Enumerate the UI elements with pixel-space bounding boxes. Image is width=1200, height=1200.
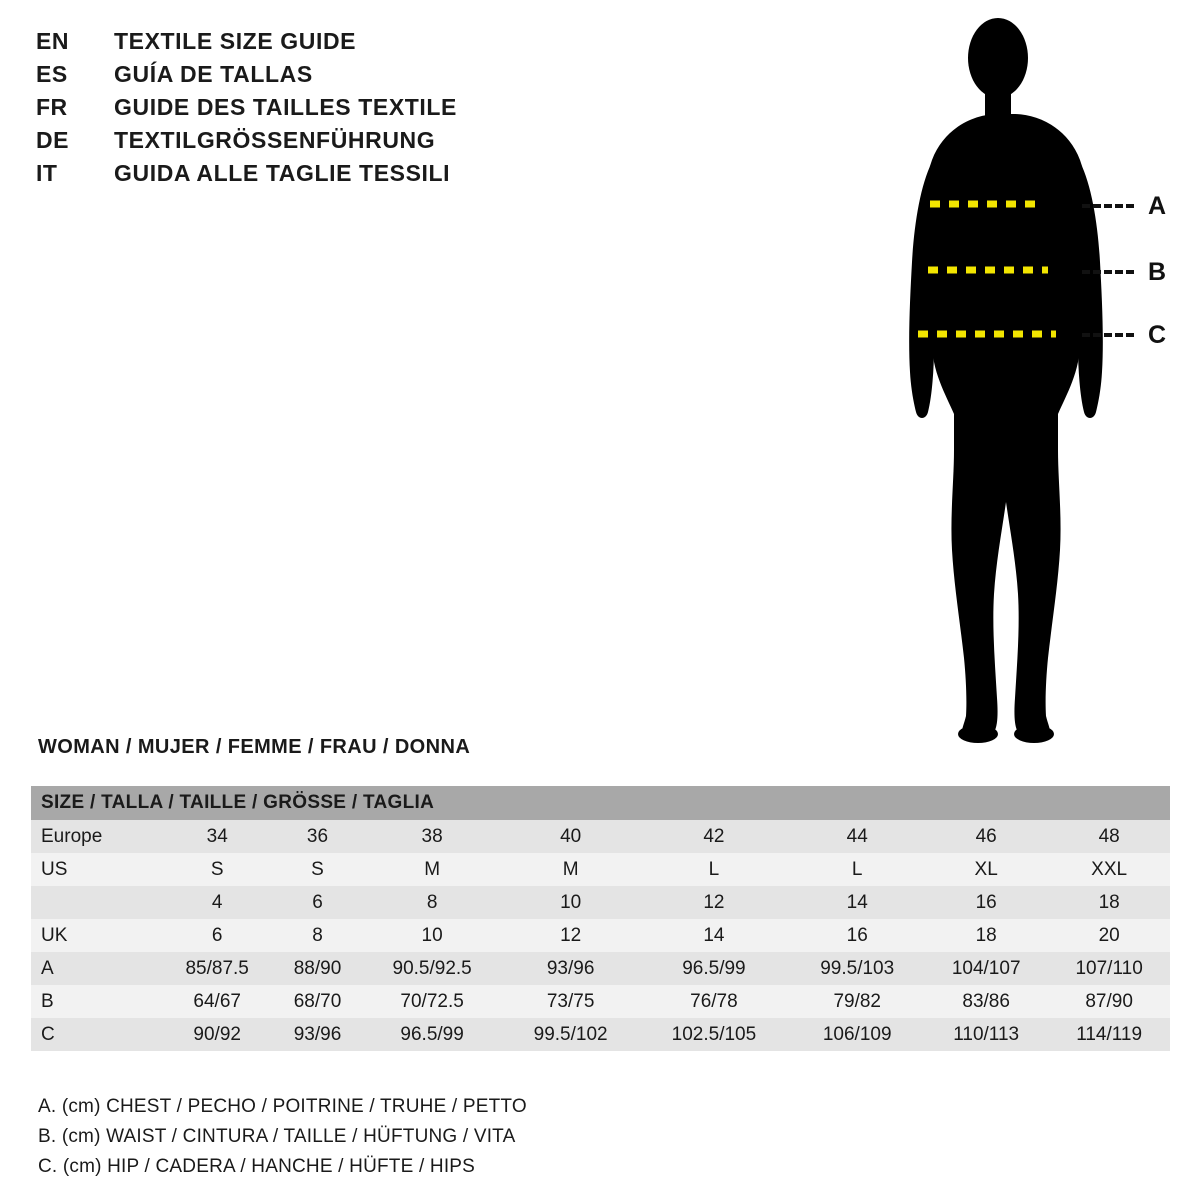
table-cell: 20 bbox=[1048, 919, 1170, 952]
title-block bbox=[36, 28, 656, 193]
title-row bbox=[36, 61, 656, 94]
table-cell: 85/87.5 bbox=[160, 952, 275, 985]
table-cell: 73/75 bbox=[504, 985, 638, 1018]
marker-b bbox=[1082, 257, 1167, 286]
table-cell: 10 bbox=[504, 886, 638, 919]
row-label: C bbox=[31, 1018, 160, 1051]
row-label: US bbox=[31, 853, 160, 886]
table-cell: 48 bbox=[1048, 820, 1170, 853]
table-cell: 4 bbox=[160, 886, 275, 919]
table-cell: 8 bbox=[360, 886, 503, 919]
marker-leader-line-icon bbox=[1082, 204, 1134, 208]
title-row bbox=[36, 127, 656, 160]
title-lang-code: IT bbox=[36, 160, 58, 186]
table-cell: 14 bbox=[790, 886, 924, 919]
table-cell: 40 bbox=[504, 820, 638, 853]
section-heading-woman: WOMAN / MUJER / FEMME / FRAU / DONNA bbox=[38, 736, 471, 758]
title-row bbox=[36, 28, 656, 61]
table-cell: 93/96 bbox=[504, 952, 638, 985]
row-label bbox=[31, 886, 160, 919]
table-cell: 107/110 bbox=[1048, 952, 1170, 985]
table-cell: L bbox=[790, 853, 924, 886]
table-cell: 18 bbox=[924, 919, 1048, 952]
table-cell: 76/78 bbox=[638, 985, 791, 1018]
table-cell: 8 bbox=[275, 919, 361, 952]
table-cell: 104/107 bbox=[924, 952, 1048, 985]
footnote-b: B. (cm) WAIST / CINTURA / TAILLE / HÜFTUNG / VITA bbox=[38, 1126, 516, 1147]
title-text: TEXTILE SIZE GUIDE bbox=[114, 28, 357, 54]
table-cell: 14 bbox=[638, 919, 791, 952]
table-row bbox=[31, 853, 1170, 886]
table-row bbox=[31, 820, 1170, 853]
title-row bbox=[36, 94, 656, 127]
row-label: B bbox=[31, 985, 160, 1018]
table-cell: 6 bbox=[160, 919, 275, 952]
table-cell: 68/70 bbox=[275, 985, 361, 1018]
marker-c bbox=[1082, 320, 1167, 349]
table-row bbox=[31, 919, 1170, 952]
table-cell: 88/90 bbox=[275, 952, 361, 985]
table-cell: L bbox=[638, 853, 791, 886]
marker-label-c: C bbox=[1148, 320, 1167, 349]
table-cell: 79/82 bbox=[790, 985, 924, 1018]
table-cell: 10 bbox=[360, 919, 503, 952]
table-row bbox=[31, 1018, 1170, 1051]
footnotes bbox=[38, 1092, 738, 1182]
table-cell: M bbox=[360, 853, 503, 886]
footnote-a: A. (cm) CHEST / PECHO / POITRINE / TRUHE / PETTO bbox=[38, 1096, 527, 1117]
table-cell: S bbox=[160, 853, 275, 886]
row-label: A bbox=[31, 952, 160, 985]
marker-label-b: B bbox=[1148, 257, 1167, 286]
table-cell: 36 bbox=[275, 820, 361, 853]
table-cell: M bbox=[504, 853, 638, 886]
size-table bbox=[31, 786, 1170, 1051]
table-cell: 99.5/102 bbox=[504, 1018, 638, 1051]
table-cell: 102.5/105 bbox=[638, 1018, 791, 1051]
table-header-row bbox=[31, 786, 1170, 820]
title-text: GUIDA ALLE TAGLIE TESSILI bbox=[114, 160, 451, 186]
table-cell: 87/90 bbox=[1048, 985, 1170, 1018]
title-row bbox=[36, 160, 656, 193]
title-lang-code: EN bbox=[36, 28, 69, 54]
table-cell: 64/67 bbox=[160, 985, 275, 1018]
table-cell: 83/86 bbox=[924, 985, 1048, 1018]
table-cell: 96.5/99 bbox=[638, 952, 791, 985]
table-cell: 16 bbox=[924, 886, 1048, 919]
table-cell: 38 bbox=[360, 820, 503, 853]
marker-label-a: A bbox=[1148, 191, 1167, 220]
marker-a bbox=[1082, 191, 1167, 220]
table-cell: 12 bbox=[504, 919, 638, 952]
table-cell: 44 bbox=[790, 820, 924, 853]
title-text: TEXTILGRÖSSENFÜHRUNG bbox=[114, 127, 436, 153]
table-row bbox=[31, 886, 1170, 919]
title-text: GUÍA DE TALLAS bbox=[114, 61, 313, 87]
row-label: UK bbox=[31, 919, 160, 952]
row-label: Europe bbox=[31, 820, 160, 853]
footnote-c: C. (cm) HIP / CADERA / HANCHE / HÜFTE / HIPS bbox=[38, 1156, 476, 1177]
title-text: GUIDE DES TAILLES TEXTILE bbox=[114, 94, 457, 120]
table-cell: 90.5/92.5 bbox=[360, 952, 503, 985]
title-lang-code: ES bbox=[36, 61, 68, 87]
marker-leader-line-icon bbox=[1082, 333, 1134, 337]
table-cell: 93/96 bbox=[275, 1018, 361, 1051]
female-silhouette-figure bbox=[870, 10, 1190, 750]
silhouette-svg bbox=[870, 10, 1190, 750]
table-cell: 6 bbox=[275, 886, 361, 919]
title-lang-code: FR bbox=[36, 94, 68, 120]
marker-leader-line-icon bbox=[1082, 270, 1134, 274]
table-cell: 96.5/99 bbox=[360, 1018, 503, 1051]
table-row bbox=[31, 985, 1170, 1018]
table-cell: S bbox=[275, 853, 361, 886]
table-cell: 12 bbox=[638, 886, 791, 919]
table-row bbox=[31, 952, 1170, 985]
table-cell: 110/113 bbox=[924, 1018, 1048, 1051]
table-cell: 18 bbox=[1048, 886, 1170, 919]
table-cell: 16 bbox=[790, 919, 924, 952]
table-cell: XXL bbox=[1048, 853, 1170, 886]
table-header-title: SIZE / TALLA / TAILLE / GRÖSSE / TAGLIA bbox=[31, 786, 1170, 820]
table-cell: 34 bbox=[160, 820, 275, 853]
table-cell: 99.5/103 bbox=[790, 952, 924, 985]
table-cell: 114/119 bbox=[1048, 1018, 1170, 1051]
table-cell: 42 bbox=[638, 820, 791, 853]
table-cell: 90/92 bbox=[160, 1018, 275, 1051]
title-lang-code: DE bbox=[36, 127, 69, 153]
table-cell: 46 bbox=[924, 820, 1048, 853]
table-cell: XL bbox=[924, 853, 1048, 886]
table-cell: 106/109 bbox=[790, 1018, 924, 1051]
table-cell: 70/72.5 bbox=[360, 985, 503, 1018]
